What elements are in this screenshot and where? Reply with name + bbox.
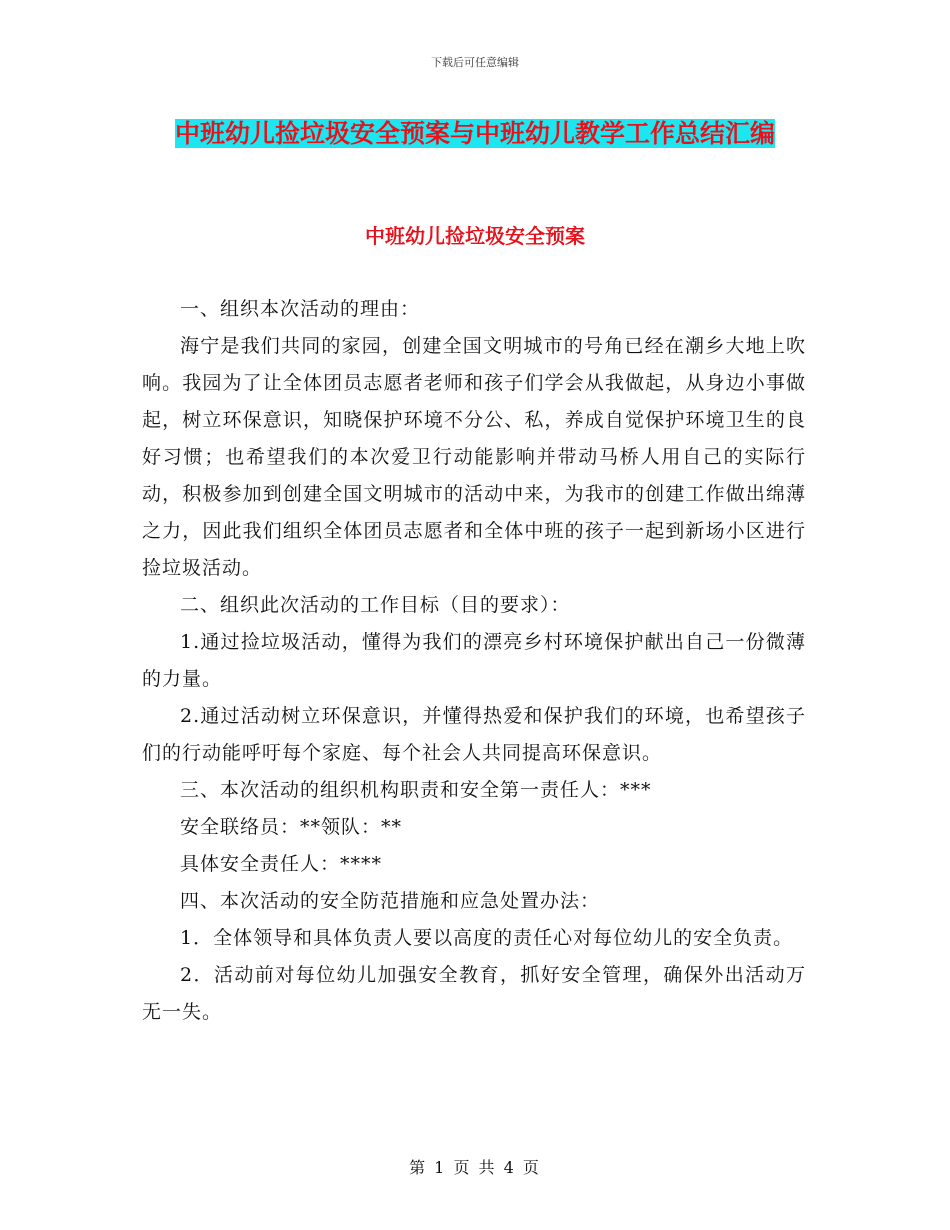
paragraph: 1．全体领导和具体负责人要以高度的责任心对每位幼儿的安全负责。	[180, 927, 794, 949]
paragraph: 2．活动前对每位幼儿加强安全教育，抓好安全管理，确保外出活动万无一失。	[142, 964, 806, 1023]
paragraph: 具体安全责任人：****	[180, 853, 383, 875]
paragraph: 2.通过活动树立环保意识，并懂得热爱和保护我们的环境，也希望孩子们的行动能呼吁每个家庭、每个社会人共同提高环保意识。	[142, 705, 806, 764]
paragraph: 安全联络员：**领队：**	[180, 816, 403, 838]
header-note: 下载后可任意编辑	[431, 56, 519, 69]
section-title: 中班幼儿捡垃圾安全预案	[365, 224, 585, 248]
paragraph: 三、本次活动的组织机构职责和安全第一责任人：***	[180, 779, 652, 801]
paragraph: 一、组织本次活动的理由：	[180, 298, 421, 320]
paragraph: 四、本次活动的安全防范措施和应急处置办法：	[180, 890, 601, 912]
document-title-text: 中班幼儿捡垃圾安全预案与中班幼儿教学工作总结汇编	[174, 119, 775, 148]
paragraph: 1.通过捡垃圾活动，懂得为我们的漂亮乡村环境保护献出自己一份微薄的力量。	[142, 631, 806, 690]
paragraph: 海宁是我们共同的家园，创建全国文明城市的号角已经在潮乡大地上吹响。我园为了让全体团员志愿者老师和孩子们学会从我做起，从身边小事做起，树立环保意识，知晓保护环境不分公、私，养成自觉保护环境卫生的良好习惯；也希望我们的本次爱卫行动能影响并带动马桥人用自己的实际行动，积极参加到创建全国文明城市的活动中来，为我市的创建工作做出绵薄之力，因此我们组织全体团员志愿者和全体中班的孩子一起到新场小区进行捡垃圾活动。	[142, 335, 806, 579]
page-footer: 第 1 页 共 4 页	[409, 1158, 541, 1177]
paragraph: 二、组织此次活动的工作目标（目的要求）：	[180, 594, 571, 616]
document-body	[142, 291, 806, 1031]
document-title	[140, 110, 810, 158]
